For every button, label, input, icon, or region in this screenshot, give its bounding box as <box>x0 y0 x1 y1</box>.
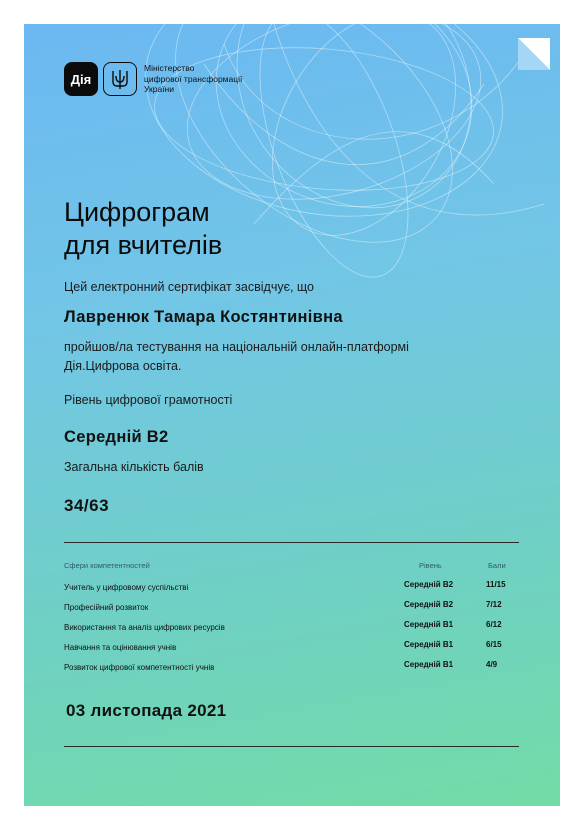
competence-area: Навчання та оцінювання учнів <box>64 643 177 652</box>
diia-logo-text: Дія <box>70 71 92 87</box>
certificate <box>24 24 560 806</box>
ministry-name <box>144 63 274 95</box>
table-row <box>64 580 519 594</box>
competence-level: Середній B2 <box>404 580 454 589</box>
table-row <box>64 620 519 634</box>
score-label: Загальна кількість балів <box>64 460 204 474</box>
competence-area: Розвиток цифрової компетентності учнів <box>64 663 215 672</box>
title-line: Цифрограм <box>64 197 210 227</box>
divider-bottom <box>64 746 519 747</box>
passed-line: Дія.Цифрова освіта. <box>64 359 182 373</box>
diia-logo <box>64 62 98 96</box>
passed-line: пройшов/ла тестування на національній онлайн-платформі <box>64 340 409 354</box>
page-fold-corner-icon <box>518 38 550 70</box>
ministry-line: України <box>144 84 174 95</box>
table-header-level: Рівень <box>419 561 442 570</box>
issue-date: 03 листопада 2021 <box>66 701 227 720</box>
level-label: Рівень цифрової грамотності <box>64 393 233 407</box>
table-row <box>64 600 519 614</box>
competence-level: Середній B1 <box>404 620 454 629</box>
certificate-title <box>64 196 222 262</box>
ministry-line: цифрової трансформації <box>144 73 243 84</box>
competence-area: Професійний розвиток <box>64 603 149 612</box>
competence-score: 6/12 <box>486 620 502 629</box>
title-line: для вчителів <box>64 230 223 260</box>
competence-score: 11/15 <box>486 580 506 589</box>
table-header-score: Бали <box>488 561 506 570</box>
competence-score: 4/9 <box>486 660 498 669</box>
competence-level: Середній B1 <box>404 640 454 649</box>
competence-area: Використання та аналіз цифрових ресурсів <box>64 623 225 632</box>
passed-text <box>64 338 409 376</box>
coat-of-arms-icon <box>111 68 129 90</box>
level-value: Середній B2 <box>64 428 169 446</box>
table-row <box>64 660 519 674</box>
recipient-name: Лавренюк Тамара Костянтинівна <box>64 308 343 326</box>
ministry-line: Міністерство <box>144 63 195 74</box>
competence-level: Середній B1 <box>404 660 454 669</box>
competence-score: 6/15 <box>486 640 502 649</box>
table-header-area: Сфери компетентностей <box>64 561 150 570</box>
logo-row <box>64 62 274 96</box>
table-row <box>64 640 519 654</box>
score-value: 34/63 <box>64 496 110 515</box>
intro-text: Цей електронний сертифікат засвідчує, що <box>64 280 315 294</box>
trident-icon <box>103 62 137 96</box>
decorative-swirl-pattern <box>24 24 560 806</box>
competence-area: Учитель у цифровому суспільстві <box>64 583 189 592</box>
divider-top <box>64 542 519 543</box>
competence-score: 7/12 <box>486 600 502 609</box>
competence-level: Середній B2 <box>404 600 454 609</box>
